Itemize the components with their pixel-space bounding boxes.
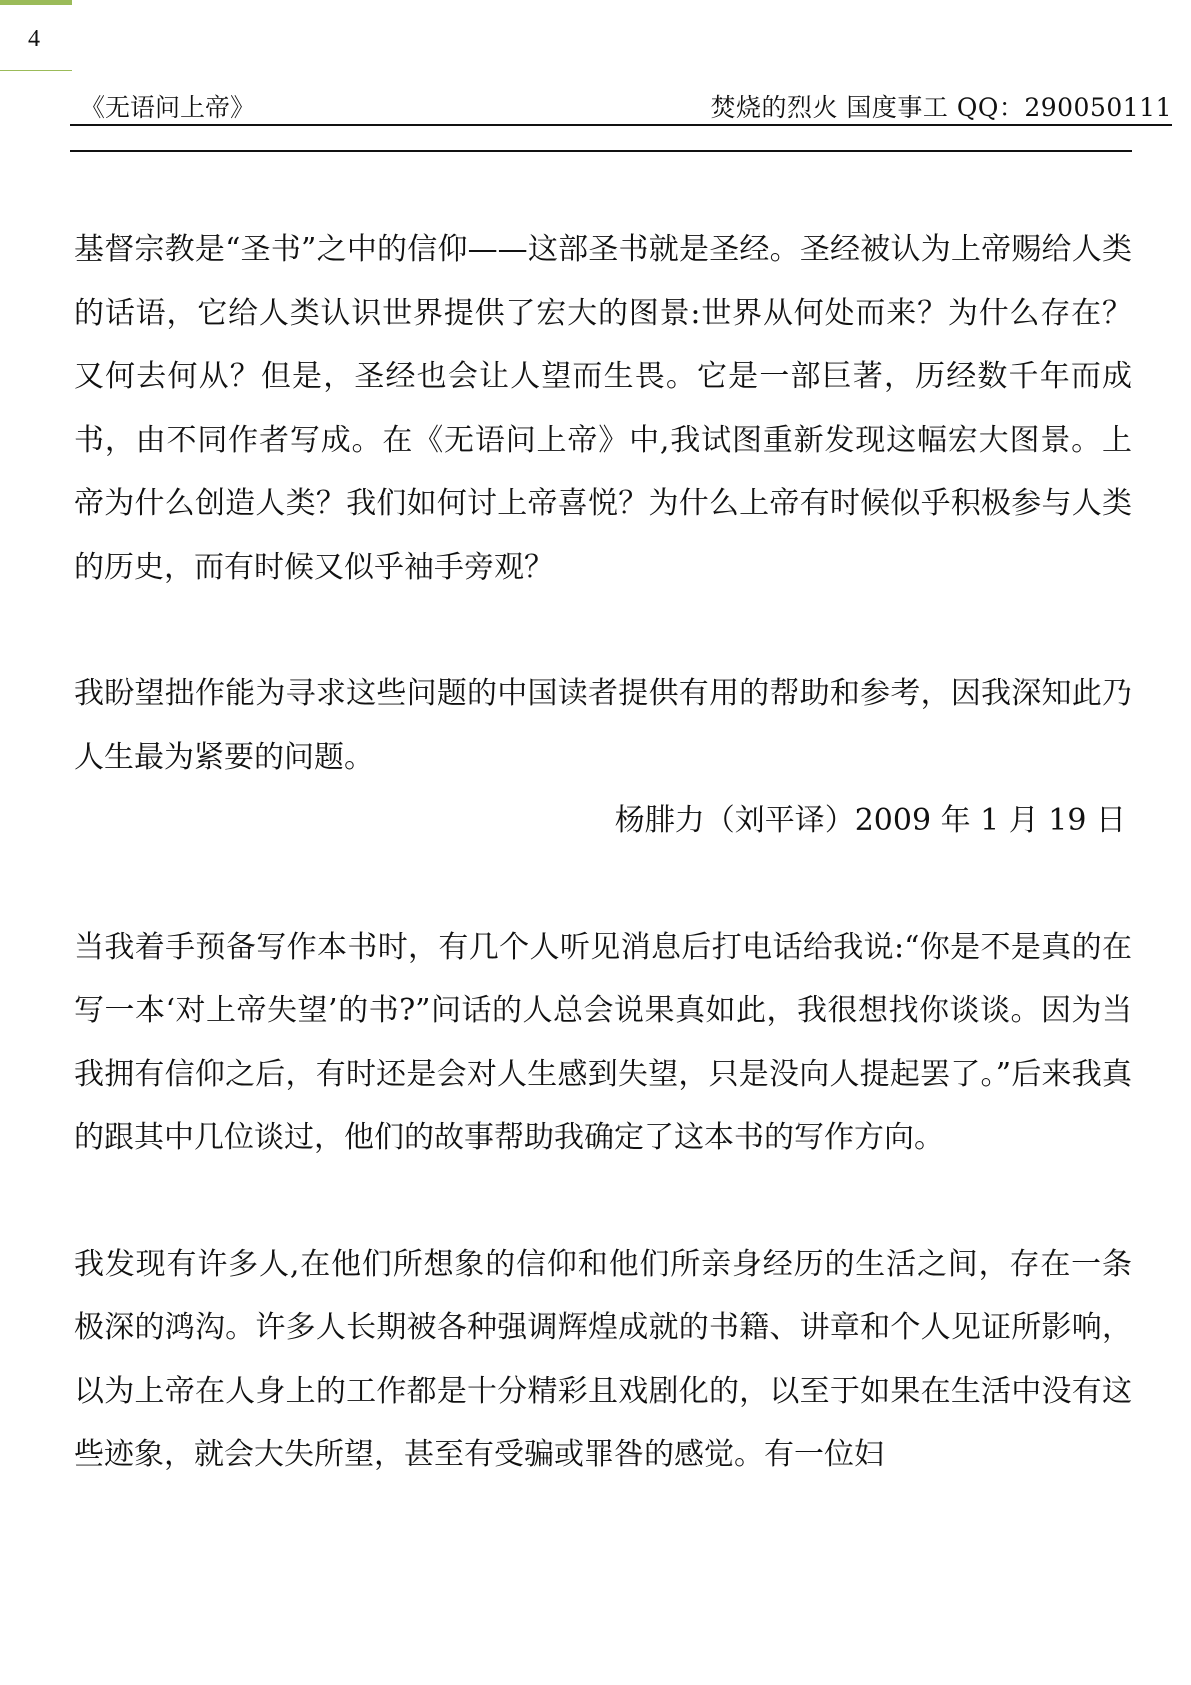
page-number-tab	[0, 0, 72, 72]
header-rule-top	[70, 124, 1172, 126]
signature-line: 杨腓力（刘平译）2009 年 1 月 19 日	[614, 803, 1126, 838]
tab-accent-bar	[0, 0, 72, 5]
header-book-title: 《无语问上帝》	[80, 93, 256, 122]
page-number: 4	[28, 26, 40, 52]
running-header	[70, 88, 1172, 124]
paragraph-2: 我盼望拙作能为寻求这些问题的中国读者提供有用的帮助和参考，因我深知此乃人生最为紧要的问题。	[74, 676, 1132, 775]
paragraph-3: 当我着手预备写作本书时，有几个人听见消息后打电话给我说:“你是不是真的在写一本‘对上帝失望’的书?”问话的人总会说果真如此，我很想找你谈谈。因为当我拥有信仰之后，有时还是会对人生感到失望，只是没向人提起罢了。”后来我真的跟其中几位谈过，他们的故事帮助我确定了这本书的写作方向。	[74, 929, 1132, 1155]
header-publisher-info: 焚烧的烈火 国度事工 QQ：290050111	[710, 93, 1172, 122]
header-rule-bottom	[70, 150, 1132, 152]
tab-accent-rule	[0, 70, 72, 71]
paragraph-1: 基督宗教是“圣书”之中的信仰——这部圣书就是圣经。圣经被认为上帝赐给人类的话语，它给人类认识世界提供了宏大的图景:世界从何处而来？为什么存在？又何去何从？但是，圣经也会让人望而生畏。它是一部巨著，历经数千年而成书，由不同作者写成。在《无语问上帝》中,我试图重新发现这幅宏大图景。上帝为什么创造人类？我们如何讨上帝喜悦？为什么上帝有时候似乎积极参与人类的历史，而有时候又似乎袖手旁观？	[74, 232, 1132, 585]
body-text	[74, 218, 1132, 1487]
paragraph-4: 我发现有许多人,在他们所想象的信仰和他们所亲身经历的生活之间，存在一条极深的鸿沟。许多人长期被各种强调辉煌成就的书籍、讲章和个人见证所影响，以为上帝在人身上的工作都是十分精彩且戏剧化的，以至于如果在生活中没有这些迹象，就会大失所望，甚至有受骗或罪咎的感觉。有一位妇	[74, 1246, 1132, 1472]
